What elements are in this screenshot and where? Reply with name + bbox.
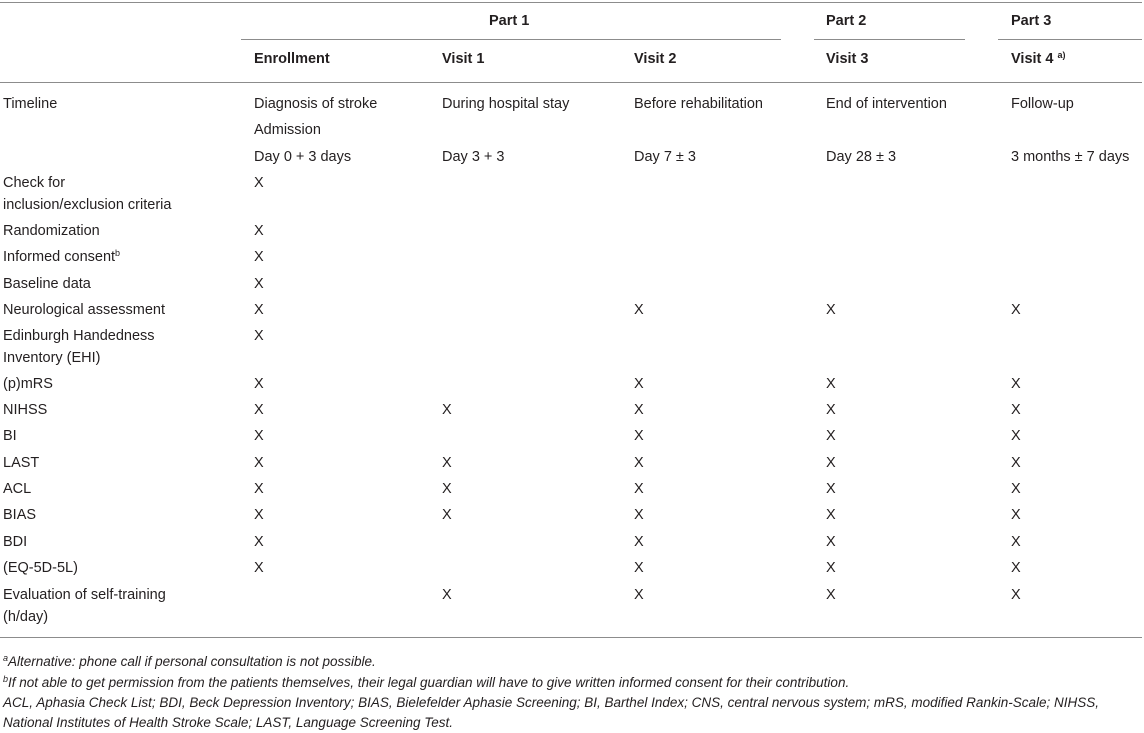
check-mark: X	[1011, 560, 1021, 576]
check-mark: X	[442, 481, 452, 497]
row-label: BIAS	[3, 507, 37, 523]
part1-underline	[241, 39, 781, 40]
timeline-day-visit-3: Day 28 ± 3	[826, 149, 897, 165]
abbreviations-line-2: National Institutes of Health Stroke Scale; LAST, Language Screening Test.	[3, 715, 454, 730]
row-label-footnote-mark: b	[115, 248, 121, 258]
check-mark: X	[1011, 376, 1021, 392]
row-label: Edinburgh Handedness	[3, 328, 155, 344]
check-mark: X	[254, 328, 264, 344]
abbreviations-line-1: ACL, Aphasia Check List; BDI, Beck Depression Inventory; BIAS, Bielefelder Aphasie Screening; BI, Barthel Index; CNS, central nervous system; mRS, modified Rankin-Scale; NIHSS,	[3, 695, 1099, 710]
check-mark: X	[826, 587, 836, 603]
check-mark: X	[254, 455, 264, 471]
check-mark: X	[826, 428, 836, 444]
check-mark: X	[826, 376, 836, 392]
check-mark: X	[634, 455, 644, 471]
row-label: (h/day)	[3, 609, 49, 625]
row-label: (EQ-5D-5L)	[3, 560, 78, 576]
timeline-event-visit-2: Before rehabilitation	[634, 96, 763, 112]
row-label: LAST	[3, 455, 40, 471]
timeline-event-visit-4: Follow-up	[1011, 96, 1074, 112]
timeline-admission: Admission	[254, 122, 321, 138]
check-mark: X	[634, 534, 644, 550]
row-label: (p)mRS	[3, 376, 53, 392]
row-label: inclusion/exclusion criteria	[3, 197, 172, 213]
part3-underline	[998, 39, 1142, 40]
check-mark: X	[634, 428, 644, 444]
row-label: BI	[3, 428, 17, 444]
footnote-a: $^a$Alternative: phone call if personal consultation is not possible.	[3, 653, 376, 669]
check-mark: X	[826, 481, 836, 497]
visit-header-visit-3: Visit 3	[826, 51, 869, 67]
check-mark: X	[254, 507, 264, 523]
visit-header-visit-4: Visit 4 $^{a)}$	[1011, 50, 1066, 67]
check-mark: X	[826, 455, 836, 471]
check-mark: X	[1011, 481, 1021, 497]
check-mark: X	[254, 302, 264, 318]
check-mark: X	[634, 481, 644, 497]
check-mark: X	[1011, 402, 1021, 418]
check-mark: X	[826, 534, 836, 550]
row-label: Informed consent$^b$	[3, 248, 121, 265]
part-1-header: Part 1	[489, 13, 530, 29]
check-mark: X	[442, 507, 452, 523]
part-2-header: Part 2	[826, 13, 867, 29]
check-mark: X	[634, 560, 644, 576]
visit-header-visit-1: Visit 1	[442, 51, 485, 67]
check-mark: X	[254, 276, 264, 292]
check-mark: X	[442, 455, 452, 471]
timeline-day-visit-1: Day 3 + 3	[442, 149, 505, 165]
check-mark: X	[442, 587, 452, 603]
visit-header-enrollment: Enrollment	[254, 51, 330, 67]
timeline-day-enrollment: Day 0 + 3 days	[254, 149, 352, 165]
check-mark: X	[1011, 507, 1021, 523]
check-mark: X	[634, 302, 644, 318]
check-mark: X	[254, 175, 264, 191]
visit-4-footnote-mark: a)	[1057, 50, 1066, 60]
check-mark: X	[254, 402, 264, 418]
row-label: ACL	[3, 481, 32, 497]
check-mark: X	[634, 376, 644, 392]
row-label: Inventory (EHI)	[3, 350, 101, 366]
check-mark: X	[826, 560, 836, 576]
top-rule	[0, 2, 1142, 3]
row-label: Baseline data	[3, 276, 91, 292]
timeline-day-visit-4: 3 months ± 7 days	[1011, 149, 1130, 165]
header-rule	[0, 82, 1142, 83]
check-mark: X	[254, 560, 264, 576]
part2-underline	[814, 39, 965, 40]
part-3-header: Part 3	[1011, 13, 1052, 29]
check-mark: X	[826, 402, 836, 418]
row-label: Neurological assessment	[3, 302, 165, 318]
check-mark: X	[442, 402, 452, 418]
check-mark: X	[634, 507, 644, 523]
timeline-event-enrollment: Diagnosis of stroke	[254, 96, 378, 112]
check-mark: X	[254, 428, 264, 444]
check-mark: X	[254, 223, 264, 239]
table-bottom-rule	[0, 637, 1142, 638]
timeline-label: Timeline	[3, 96, 58, 112]
check-mark: X	[634, 587, 644, 603]
check-mark: X	[634, 402, 644, 418]
check-mark: X	[1011, 428, 1021, 444]
check-mark: X	[1011, 455, 1021, 471]
check-mark: X	[254, 376, 264, 392]
row-label: BDI	[3, 534, 28, 550]
timeline-event-visit-1: During hospital stay	[442, 96, 570, 112]
check-mark: X	[254, 249, 264, 265]
check-mark: X	[1011, 302, 1021, 318]
check-mark: X	[1011, 534, 1021, 550]
visit-header-visit-2: Visit 2	[634, 51, 677, 67]
check-mark: X	[254, 481, 264, 497]
check-mark: X	[1011, 587, 1021, 603]
check-mark: X	[254, 534, 264, 550]
check-mark: X	[826, 507, 836, 523]
footnote-b: $^b$If not able to get permission from the patients themselves, their legal guardian will have to give written informed consent for their contribution.	[3, 674, 850, 690]
check-mark: X	[826, 302, 836, 318]
timeline-event-visit-3: End of intervention	[826, 96, 947, 112]
row-label: Randomization	[3, 223, 100, 239]
timeline-day-visit-2: Day 7 ± 3	[634, 149, 696, 165]
row-label: Evaluation of self-training	[3, 587, 166, 603]
row-label: NIHSS	[3, 402, 48, 418]
row-label: Check for	[3, 175, 66, 191]
